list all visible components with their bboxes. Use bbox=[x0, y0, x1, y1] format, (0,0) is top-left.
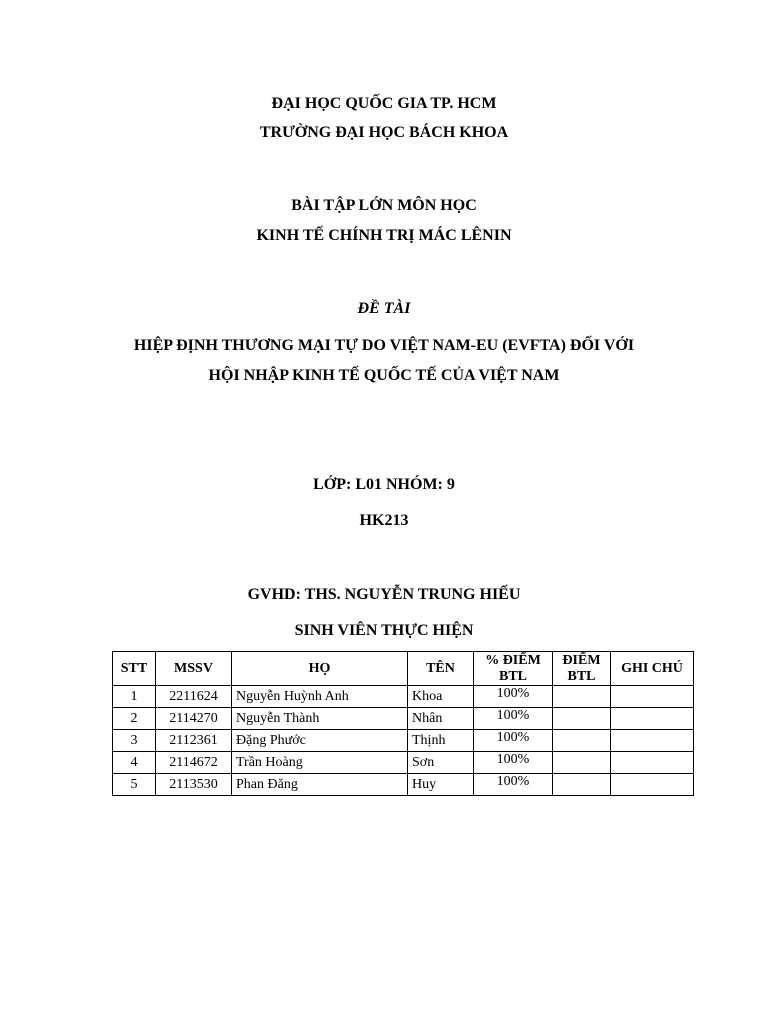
cell-ten: Nhân bbox=[408, 708, 474, 730]
cell-stt: 5 bbox=[113, 774, 156, 796]
advisor: GVHD: THS. NGUYỄN TRUNG HIẾU bbox=[247, 586, 521, 603]
cell-ten: Huy bbox=[408, 774, 474, 796]
students-title: SINH VIÊN THỰC HIỆN bbox=[294, 622, 474, 639]
school-name: TRƯỜNG ĐẠI HỌC BÁCH KHOA bbox=[259, 124, 509, 141]
cell-ten: Khoa bbox=[408, 686, 474, 708]
cell-note bbox=[611, 774, 694, 796]
header-ho: HỌ bbox=[232, 652, 408, 686]
cell-percent-score: 100% bbox=[474, 730, 553, 752]
table-row bbox=[113, 774, 694, 796]
cell-percent-score: 100% bbox=[474, 752, 553, 774]
header-mssv: MSSV bbox=[156, 652, 232, 686]
table-row bbox=[113, 730, 694, 752]
header-ten: TÊN bbox=[408, 652, 474, 686]
topic-label: ĐỀ TÀI bbox=[357, 300, 411, 317]
cell-ten: Sơn bbox=[408, 752, 474, 774]
topic-title-line-1: HIỆP ĐỊNH THƯƠNG MẠI TỰ DO VIỆT NAM-EU (EVFTA) ĐỐI VỚI bbox=[133, 337, 635, 354]
cell-note bbox=[611, 752, 694, 774]
cell-ho: Đặng Phước bbox=[232, 730, 408, 752]
cell-note bbox=[611, 686, 694, 708]
cell-percent-score: 100% bbox=[474, 708, 553, 730]
cell-mssv: 2211624 bbox=[156, 686, 232, 708]
cell-stt: 3 bbox=[113, 730, 156, 752]
cell-note bbox=[611, 730, 694, 752]
semester: HK213 bbox=[359, 512, 409, 529]
header-percent-score: % ĐIỂM BTL bbox=[474, 652, 553, 686]
cell-mssv: 2114672 bbox=[156, 752, 232, 774]
cell-stt: 2 bbox=[113, 708, 156, 730]
cell-ho: Phan Đăng bbox=[232, 774, 408, 796]
cell-ho: Trần Hoàng bbox=[232, 752, 408, 774]
assignment-type: BÀI TẬP LỚN MÔN HỌC bbox=[291, 197, 477, 214]
cell-stt: 4 bbox=[113, 752, 156, 774]
cell-ho: Nguyễn Thành bbox=[232, 708, 408, 730]
table-row bbox=[113, 752, 694, 774]
cell-mssv: 2112361 bbox=[156, 730, 232, 752]
cell-percent-score: 100% bbox=[474, 686, 553, 708]
cell-note bbox=[611, 708, 694, 730]
header-note: GHI CHÚ bbox=[611, 652, 694, 686]
cell-score bbox=[553, 774, 611, 796]
cell-mssv: 2113530 bbox=[156, 774, 232, 796]
cell-ho: Nguyễn Huỳnh Anh bbox=[232, 686, 408, 708]
cell-mssv: 2114270 bbox=[156, 708, 232, 730]
university-name: ĐẠI HỌC QUỐC GIA TP. HCM bbox=[271, 95, 497, 112]
students-table bbox=[112, 651, 694, 796]
cell-score bbox=[553, 752, 611, 774]
cell-percent-score: 100% bbox=[474, 774, 553, 796]
header-score: ĐIỂM BTL bbox=[553, 652, 611, 686]
topic-title-line-2: HỘI NHẬP KINH TẾ QUỐC TẾ CỦA VIỆT NAM bbox=[208, 367, 560, 384]
cell-score bbox=[553, 730, 611, 752]
course-name: KINH TẾ CHÍNH TRỊ MÁC LÊNIN bbox=[256, 227, 512, 244]
cell-score bbox=[553, 708, 611, 730]
cell-ten: Thịnh bbox=[408, 730, 474, 752]
table-row bbox=[113, 686, 694, 708]
header-stt: STT bbox=[113, 652, 156, 686]
cell-score bbox=[553, 686, 611, 708]
cell-stt: 1 bbox=[113, 686, 156, 708]
table-row bbox=[113, 708, 694, 730]
table-header-row bbox=[113, 652, 694, 686]
class-group: LỚP: L01 NHÓM: 9 bbox=[313, 476, 455, 493]
